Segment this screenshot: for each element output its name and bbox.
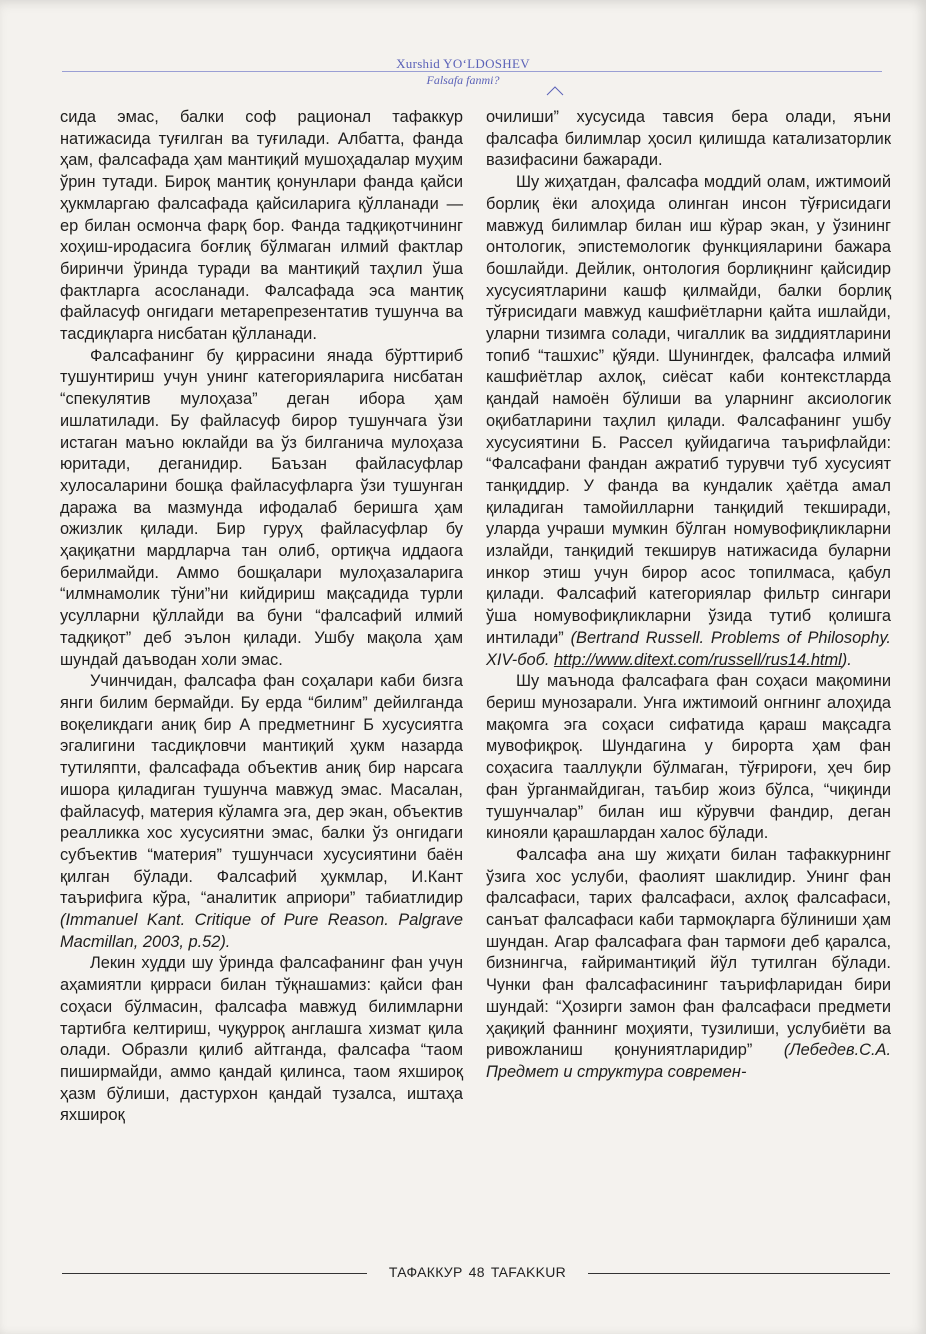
citation-kant: (Immanuel Kant. Critique of Pure Reason. Palgrave Macmillan, 2003, p.52). bbox=[60, 911, 463, 951]
citation-link[interactable]: http://www.ditext.com/russell/rus14.html bbox=[553, 650, 842, 669]
paragraph: очилиши” хусусида тавсия бера олади, яъни фалсафа билимлар ҳосил қилишда катализаторлик вазифасини бажаради. bbox=[486, 108, 891, 170]
header-author: Xurshid YO‘LDOSHEV bbox=[396, 56, 530, 71]
paragraph-text: Шу жиҳатдан, фалсафа моддий олам, ижтимоий борлиқ ёки алоҳида олинган инсон тўғрисидаги мавжуд билимлар билан иш кўрар экан, у ўзининг онтологик, эпистемологик функцияларини бажара бошлайди. Дейлик, онтология борлиқнинг қайсидир хусусиятларини кашф қилмайди, балки борлиқ тўғрисидаги мавжуд кашфиётларни қайта ишлайди, уларни тизимга солади, чигаллик ва зиддиятларини топиб “ташхис” қўяди. Шунингдек, фалсафа илмий кашфиётлар ахлоқ, сиёсат каби контекстларда қандай намоён бўлиши ва уларнинг аксиологик оқибатларини таҳлил қилади. Фалсафанинг ушбу хусусиятини Б. Рассел қуйидагича таърифлайди: “Фалсафани фандан ажратиб турувчи туб хусусият танқиддир. У фанда ва кундалик ҳаётда амал қиладиган тамойилларни танқидий текширади, уларда учраши мумкин бўлган номувофиқликларни излайди, танқидий текширув натижасида буларни инкор этиш учун бирор асос топилмаса, қабул қилади. Фалсафий категориялар фильтр сингари ўша номувофиқликларни ўзида тутиб қолишга интилади” bbox=[486, 173, 891, 647]
paragraph: сида эмас, балки соф рационал тафаккур натижасида туғилган ва туғилади. Албатта, фанда ҳам, фалсафада ҳам мантиқий мушоҳадалар муҳим ўрин тутади. Бироқ мантиқ қонунлари фанда қайси ҳукмларгаю фалсафада қайсиларига қўлланади — ер билан осмонча фарқ бор. Фанда тадқиқотчининг хоҳиш-иродасига боғлиқ бўлмаган илмий фактлар биринчи ўринда туради ва мантиқий таҳлил ўша фактларга асосланади. Фалсафада эса мантиқ файласуф онгидаги метарепрезентатив тушунча ва тасдиқларга нисбатан қўлланади. bbox=[60, 108, 463, 344]
paragraph bbox=[60, 671, 463, 953]
page-footer bbox=[0, 1262, 926, 1286]
running-header bbox=[0, 56, 926, 96]
footer-journal-cyrillic: ТАФАККУР bbox=[388, 1264, 463, 1280]
footer-rule-left bbox=[62, 1273, 367, 1274]
paragraph: Шу маънода фалсафага фан соҳаси мақомини бериш мунозарали. Унга ижтимоий онгнинг алоҳида мақомга эга соҳаси сифатида қараш мақсадга мувофиқроқ. Шундагина у бирорта ҳам фан соҳасига тааллуқли бўлмаган, тўғрироғи, ҳеч бир фан ўрганмайдиган, таъбир жоиз бўлса, “чиқинди тушунчалар” билан иш кўрувчи фандир, деган кинояли қарашлардан халос бўлади. bbox=[486, 672, 891, 843]
page-number: 48 bbox=[468, 1264, 485, 1280]
citation-close: ). bbox=[841, 650, 852, 669]
footer-rule-right bbox=[588, 1273, 890, 1274]
paragraph: Лекин худди шу ўринда фалсафанинг фан учун аҳамиятли қирраси билан тўқнашамиз: қайси фан соҳаси бўлмасин, фалсафа мавжуд билимларни тартибга келтириш, чуқурроқ англашга хизмат қила олади. Образли қилиб айтганда, фалсафа “таом пиширмайди, аммо қандай қилинса, таом яхшироқ ҳазм бўлиши, дастурхон қандай тузалса, иштаҳа яхшироқ bbox=[60, 954, 463, 1125]
header-chevron-ornament bbox=[546, 86, 564, 96]
paragraph-text: Фалсафа ана шу жиҳати билан тафаккурнинг ўзига хос услуби, фаолият шаклидир. Унинг фан фалсафаси, тарих фалсафаси, ахлоқ фалсафаси, санъат фалсафаси каби тармоқларга бўлиниши ҳам шундан. Агар фалсафага фан тармоғи деб қаралса, бизнингча, ғайримантиқий йўл тутилган бўлади. Чунки фан фалсафасининг таърифларидан бири шундай: “Ҳозирги замон фан фалсафаси предмети ҳақиқий фаннинг моҳияти, тузилиши, услубиёти ва ривожланиш қонуниятларидир” bbox=[486, 845, 891, 1060]
paragraph bbox=[486, 172, 891, 671]
footer-journal-latin: TAFAKKUR bbox=[490, 1264, 567, 1280]
paragraph: Фалсафанинг бу қиррасини янада бўрттириб тушунтириш учун унинг категорияларига нисбатан “спекулятив мулоҳаза” деган ибора ҳам ишлатилади. Бу файласуф бирор тушунчага ўзи истаган маъно юклайди ва ўз билганича мулоҳаза юритади, деганидир. Баъзан файласуфлар хулосаларини бошқа файласуфларга ўзи тушунган даража ва мазмунда ифодалаб беришга ҳам ожизлик қилади. Бир гуруҳ файласуфлар бу ҳақиқатни мардларча тан олиб, ортиқча иддаога берилмайди. Аммо бошқалари мулоҳазаларига “илмнамолик тўни”ни кийдириш мақсадида турли усулларни қўллайди ва буни “фалсафий илмий тадқиқот” деб эълон қилади. Ушбу мақола ҳам шундай даъводан холи эмас. bbox=[60, 346, 463, 669]
left-column bbox=[60, 107, 463, 1127]
paragraph-text: Учинчидан, фалсафа фан соҳалари каби бизга янги билим бермайди. Бу ерда “билим” дейилганда воқеликдаги аниқ бир А предметнинг Б хусусиятга эгалигини тасдиқловчи мантиқий ҳукм назарда тутиляпти, фалсафада объектив аниқ бир нарсага ишора қиладиган тушунча мавжуд эмас. Масалан, файласуф, материя кўламга эга, дер экан, объектив реалликка хос хусусиятни эмас, балки ўз онгидаги субъектив “материя” тушунчаси хусусиятини баён қилган бўлади. Фалсафий ҳукмлар, И.Кант таърифига кўра, “аналитик априори” табиатлидир bbox=[60, 672, 463, 908]
right-column bbox=[486, 107, 891, 1084]
header-article-title: Falsafa fanmi? bbox=[426, 73, 500, 87]
citation-russell: (Bertrand Russell. Problems of Philosophy. XIV-боб. bbox=[486, 628, 891, 669]
footer-label bbox=[367, 1264, 588, 1280]
paragraph bbox=[486, 845, 891, 1084]
citation-lebedev: (Лебедев.С.А. Предмет и структура современ- bbox=[486, 1041, 891, 1081]
